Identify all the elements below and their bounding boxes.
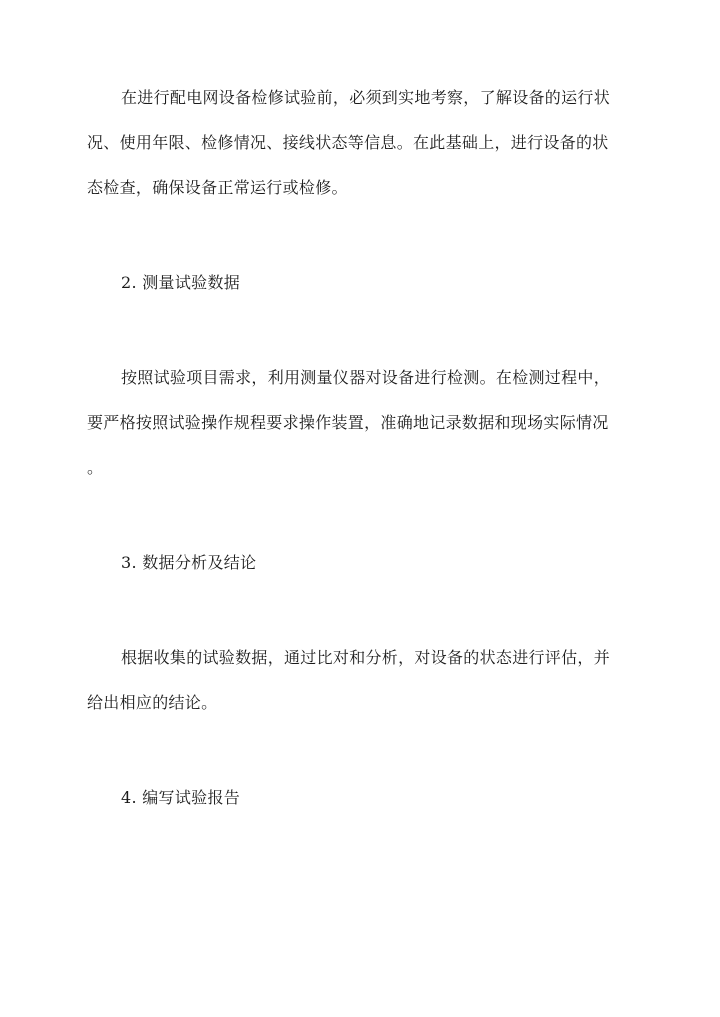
paragraph-1-line-3: 态检查，确保设备正常运行或检修。 <box>87 178 348 197</box>
section-heading-4: 4. 编写试验报告 <box>121 788 241 807</box>
paragraph-3-line-2: 给出相应的结论。 <box>87 693 218 712</box>
section-heading-3: 3. 数据分析及结论 <box>121 553 257 572</box>
paragraph-1-line-2: 况、使用年限、检修情况、接线状态等信息。在此基础上，进行设备的状 <box>87 133 609 152</box>
paragraph-2-line-2: 要严格按照试验操作规程要求操作装置，准确地记录数据和现场实际情况 <box>87 413 609 432</box>
paragraph-2-line-3: 。 <box>87 458 104 477</box>
paragraph-2-line-1: 按照试验项目需求，利用测量仪器对设备进行检测。在检测过程中， <box>121 368 611 387</box>
paragraph-1-line-1: 在进行配电网设备检修试验前，必须到实地考察，了解设备的运行状 <box>121 88 611 107</box>
paragraph-3-line-1: 根据收集的试验数据，通过比对和分析，对设备的状态进行评估，并 <box>121 648 611 667</box>
section-heading-2: 2. 测量试验数据 <box>121 273 241 292</box>
